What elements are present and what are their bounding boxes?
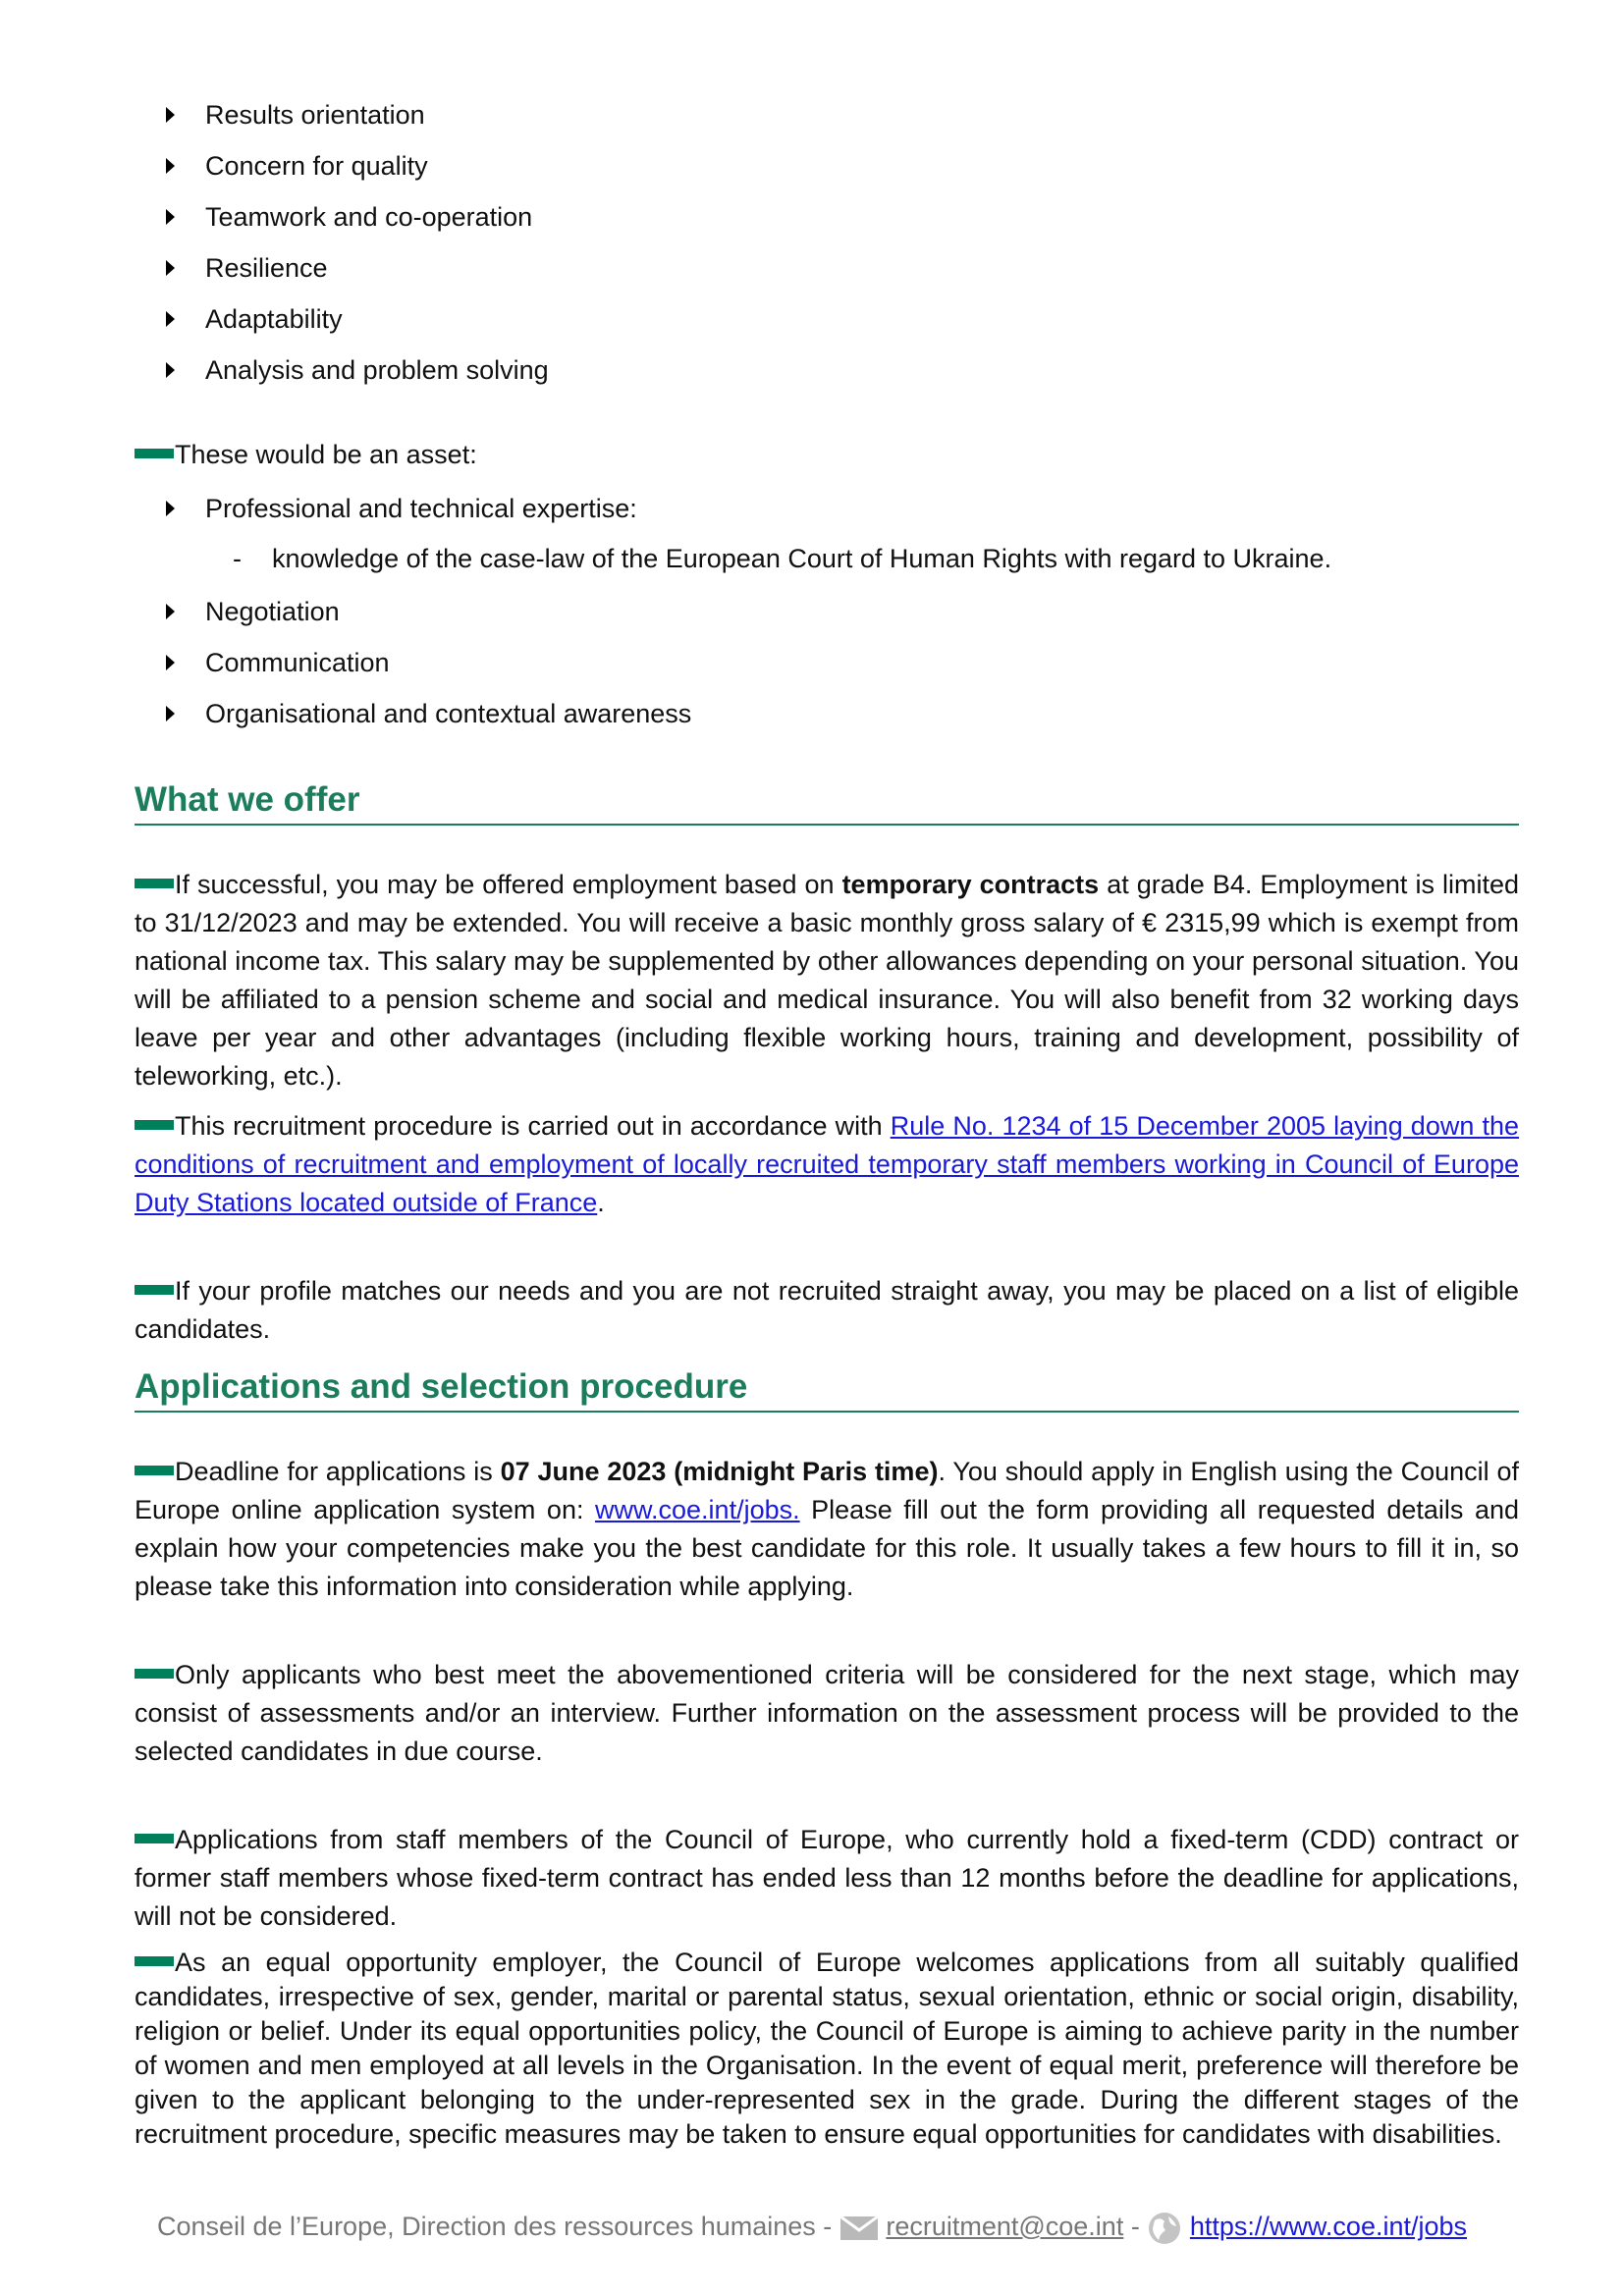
section-heading-applications: Applications and selection procedure bbox=[135, 1367, 1519, 1413]
list-item: Negotiation bbox=[166, 586, 691, 637]
asset-list bbox=[166, 483, 637, 534]
globe-icon bbox=[1147, 2211, 1182, 2246]
green-bar-icon bbox=[135, 1120, 174, 1130]
list-item: Resilience bbox=[166, 242, 549, 294]
offer-paragraph-1: If successful, you may be offered employment based on temporary contracts at grade B4. Employment is limited to 31/12/2023 and may be extended. You will receive a basic monthly gross salary of € 2315,99 which is exempt from national income tax. This salary may be supplemented by other allowances depending on your personal situation. You will be affiliated to a pension scheme and social and medical insurance. You will also benefit from 32 working days leave per year and other advantages (including flexible working hours, training and development, possibility of teleworking, etc.). bbox=[135, 870, 1519, 1091]
green-bar-icon bbox=[135, 1285, 174, 1295]
rule-link[interactable]: Rule No. 1234 of 15 December 2005 laying down the conditions of recruitment and employment of locally recruited temporary staff members working in Council of Europe Duty Stations located outside of France bbox=[135, 1111, 1519, 1217]
bullet-triangle-icon bbox=[166, 158, 175, 174]
green-bar-icon bbox=[135, 879, 174, 888]
email-link[interactable]: recruitment@coe.int bbox=[886, 2212, 1124, 2242]
offer-paragraph-2: This recruitment procedure is carried out in accordance with Rule No. 1234 of 15 December 2005 laying down the conditions of recruitment and employment of locally recruited temporary staff members working in Council of Europe Duty Stations located outside of France. bbox=[135, 1111, 1519, 1217]
bullet-triangle-icon bbox=[166, 501, 175, 516]
competencies-list bbox=[166, 89, 549, 396]
page-footer: Conseil de l’Europe, Direction des ressources humaines - recruitment@coe.int - https://www.coe.int/jobs bbox=[0, 2211, 1624, 2246]
list-item: Organisational and contextual awareness bbox=[166, 688, 691, 739]
apply-paragraph-4: As an equal opportunity employer, the Council of Europe welcomes applications from all suitably qualified candidates, irrespective of sex, gender, marital or parental status, sexual orientation, ethnic or social origin, disability, religion or belief. Under its equal opportunities policy, the Council of Europe is aiming to achieve parity in the number of women and men employed at all levels in the Organisation. In the event of equal merit, preference will therefore be given to the applicant belonging to the under-represented sex in the grade. During the different stages of the recruitment procedure, specific measures may be taken to ensure equal opportunities for candidates with disabilities. bbox=[135, 1948, 1519, 2149]
asset-sub-item: - knowledge of the case-law of the European Court of Human Rights with regard to Ukraine. bbox=[233, 544, 1332, 573]
bullet-triangle-icon bbox=[166, 260, 175, 276]
green-bar-icon bbox=[135, 1669, 174, 1679]
green-bar-icon bbox=[135, 1956, 174, 1966]
apply-paragraph-2: Only applicants who best meet the abovementioned criteria will be considered for the next stage, which may consist of assessments and/or an interview. Further information on the assessment process will be provided to the selected candidates in due course. bbox=[135, 1660, 1519, 1766]
list-item: Communication bbox=[166, 637, 691, 688]
bullet-triangle-icon bbox=[166, 706, 175, 721]
list-item: Results orientation bbox=[166, 89, 549, 140]
list-item: Professional and technical expertise: bbox=[166, 483, 637, 534]
list-item: Analysis and problem solving bbox=[166, 345, 549, 396]
asset-intro: These would be an asset: bbox=[135, 436, 1519, 474]
green-bar-icon bbox=[135, 1466, 174, 1475]
jobs-website-link[interactable]: https://www.coe.int/jobs bbox=[1189, 2212, 1468, 2242]
bullet-triangle-icon bbox=[166, 209, 175, 225]
list-item: Teamwork and co-operation bbox=[166, 191, 549, 242]
envelope-icon bbox=[839, 2216, 879, 2241]
bullet-triangle-icon bbox=[166, 655, 175, 670]
apply-paragraph-3: Applications from staff members of the Council of Europe, who currently hold a fixed-term (CDD) contract or former staff members whose fixed-term contract has ended less than 12 months before the deadline for applications, will not be considered. bbox=[135, 1825, 1519, 1931]
list-item: Concern for quality bbox=[166, 140, 549, 191]
bullet-triangle-icon bbox=[166, 311, 175, 327]
bullet-triangle-icon bbox=[166, 107, 175, 123]
offer-paragraph-3: If your profile matches our needs and you are not recruited straight away, you may be placed on a list of eligible candidates. bbox=[135, 1276, 1519, 1344]
bullet-triangle-icon bbox=[166, 362, 175, 378]
asset-list-rest bbox=[166, 586, 691, 739]
bullet-triangle-icon bbox=[166, 604, 175, 619]
apply-paragraph-1: Deadline for applications is 07 June 2023 (midnight Paris time). You should apply in English using the Council of Europe online application system on: www.coe.int/jobs. Please fill out the form providing all requested details and explain how your competencies make you the best candidate for this role. It usually takes a few hours to fill it in, so please take this information into consideration while applying. bbox=[135, 1457, 1519, 1601]
green-bar-icon bbox=[135, 449, 174, 458]
jobs-link[interactable]: www.coe.int/jobs. bbox=[595, 1495, 800, 1524]
list-item: Adaptability bbox=[166, 294, 549, 345]
section-heading-offer: What we offer bbox=[135, 780, 1519, 826]
green-bar-icon bbox=[135, 1834, 174, 1843]
